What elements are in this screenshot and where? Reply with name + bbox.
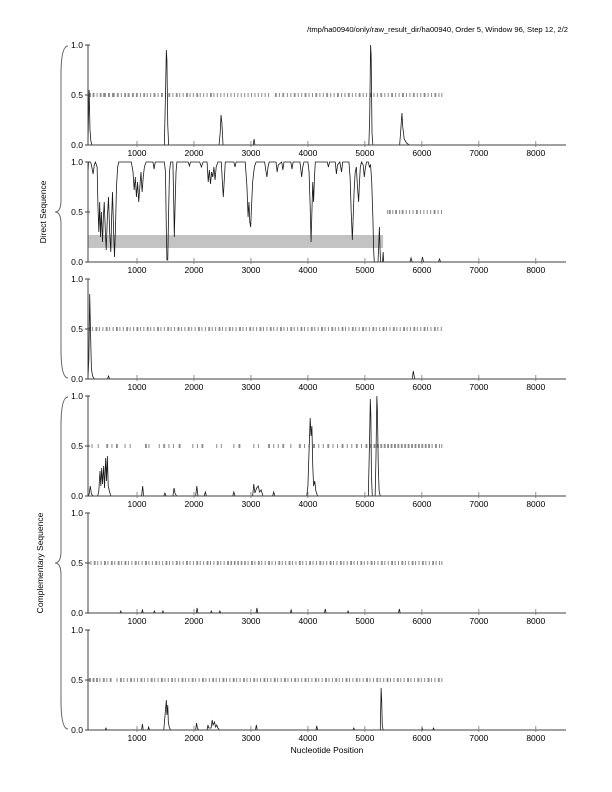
panel-direct-3 (71, 274, 566, 392)
svg-text:1.0: 1.0 (71, 40, 83, 50)
panel-complementary-2 (71, 508, 566, 626)
svg-text:0.5: 0.5 (71, 324, 83, 334)
svg-text:4000: 4000 (298, 265, 318, 275)
svg-text:3000: 3000 (241, 265, 261, 275)
complementary-sequence-label: Complementary Sequence (35, 512, 45, 614)
panel-complementary-3 (71, 625, 566, 743)
svg-text:8000: 8000 (526, 616, 546, 626)
svg-text:5000: 5000 (355, 733, 375, 743)
svg-text:4000: 4000 (298, 616, 318, 626)
svg-text:5000: 5000 (355, 265, 375, 275)
svg-text:6000: 6000 (412, 265, 432, 275)
svg-text:7000: 7000 (469, 733, 489, 743)
svg-text:3000: 3000 (241, 733, 261, 743)
svg-text:6000: 6000 (412, 733, 432, 743)
brace-complementary-group (55, 396, 70, 730)
svg-text:4000: 4000 (298, 382, 318, 392)
svg-text:1.0: 1.0 (71, 625, 83, 635)
svg-text:2000: 2000 (184, 148, 204, 158)
svg-text:0.5: 0.5 (71, 90, 83, 100)
svg-text:7000: 7000 (469, 616, 489, 626)
plot-svg-direct-3 (71, 274, 566, 392)
svg-text:1.0: 1.0 (71, 274, 83, 284)
svg-text:8000: 8000 (526, 733, 546, 743)
svg-text:3000: 3000 (241, 616, 261, 626)
svg-text:4000: 4000 (298, 733, 318, 743)
plot-svg-direct-2 (71, 157, 566, 275)
svg-text:1.0: 1.0 (71, 508, 83, 518)
svg-text:3000: 3000 (241, 382, 261, 392)
svg-text:2000: 2000 (184, 499, 204, 509)
plot-svg-direct-1 (71, 40, 566, 158)
svg-text:6000: 6000 (412, 382, 432, 392)
svg-text:0.0: 0.0 (71, 257, 83, 267)
plot-svg-complementary-3 (71, 625, 566, 743)
svg-text:8000: 8000 (526, 382, 546, 392)
svg-text:6000: 6000 (412, 148, 432, 158)
plot-svg-complementary-2 (71, 508, 566, 626)
panel-direct-2 (71, 157, 566, 275)
svg-text:0.0: 0.0 (71, 725, 83, 735)
svg-text:0.5: 0.5 (71, 675, 83, 685)
svg-text:5000: 5000 (355, 616, 375, 626)
svg-text:0.5: 0.5 (71, 207, 83, 217)
svg-text:0.5: 0.5 (71, 441, 83, 451)
svg-text:7000: 7000 (469, 499, 489, 509)
svg-text:2000: 2000 (184, 733, 204, 743)
svg-text:7000: 7000 (469, 148, 489, 158)
svg-text:0.5: 0.5 (71, 558, 83, 568)
svg-text:0.0: 0.0 (71, 491, 83, 501)
figure-title: /tmp/ha00940/only/raw_result_dir/ha00940, Order 5, Window 96, Step 12, 2/2 (307, 25, 568, 34)
svg-text:8000: 8000 (526, 265, 546, 275)
svg-text:1.0: 1.0 (71, 157, 83, 167)
svg-text:5000: 5000 (355, 382, 375, 392)
svg-text:8000: 8000 (526, 499, 546, 509)
svg-text:1.0: 1.0 (71, 391, 83, 401)
svg-text:3000: 3000 (241, 499, 261, 509)
svg-text:6000: 6000 (412, 499, 432, 509)
svg-text:4000: 4000 (298, 148, 318, 158)
direct-sequence-label: Direct Sequence (38, 180, 48, 244)
svg-text:5000: 5000 (355, 499, 375, 509)
panel-direct-1 (71, 40, 566, 158)
svg-text:0.0: 0.0 (71, 374, 83, 384)
svg-text:7000: 7000 (469, 382, 489, 392)
svg-text:2000: 2000 (184, 616, 204, 626)
panel-complementary-1 (71, 391, 566, 509)
svg-text:1000: 1000 (127, 148, 147, 158)
plot-svg-complementary-1 (71, 391, 566, 509)
svg-text:2000: 2000 (184, 265, 204, 275)
svg-text:0.0: 0.0 (71, 140, 83, 150)
svg-text:4000: 4000 (298, 499, 318, 509)
svg-text:2000: 2000 (184, 382, 204, 392)
svg-text:1000: 1000 (127, 733, 147, 743)
svg-text:0.0: 0.0 (71, 608, 83, 618)
svg-text:1000: 1000 (127, 499, 147, 509)
svg-text:8000: 8000 (526, 148, 546, 158)
x-axis-title: Nucleotide Position (290, 745, 364, 755)
svg-text:6000: 6000 (412, 616, 432, 626)
svg-text:5000: 5000 (355, 148, 375, 158)
brace-direct-group (55, 45, 70, 379)
svg-text:7000: 7000 (469, 265, 489, 275)
svg-text:1000: 1000 (127, 616, 147, 626)
svg-text:1000: 1000 (127, 265, 147, 275)
svg-text:1000: 1000 (127, 382, 147, 392)
svg-text:3000: 3000 (241, 148, 261, 158)
